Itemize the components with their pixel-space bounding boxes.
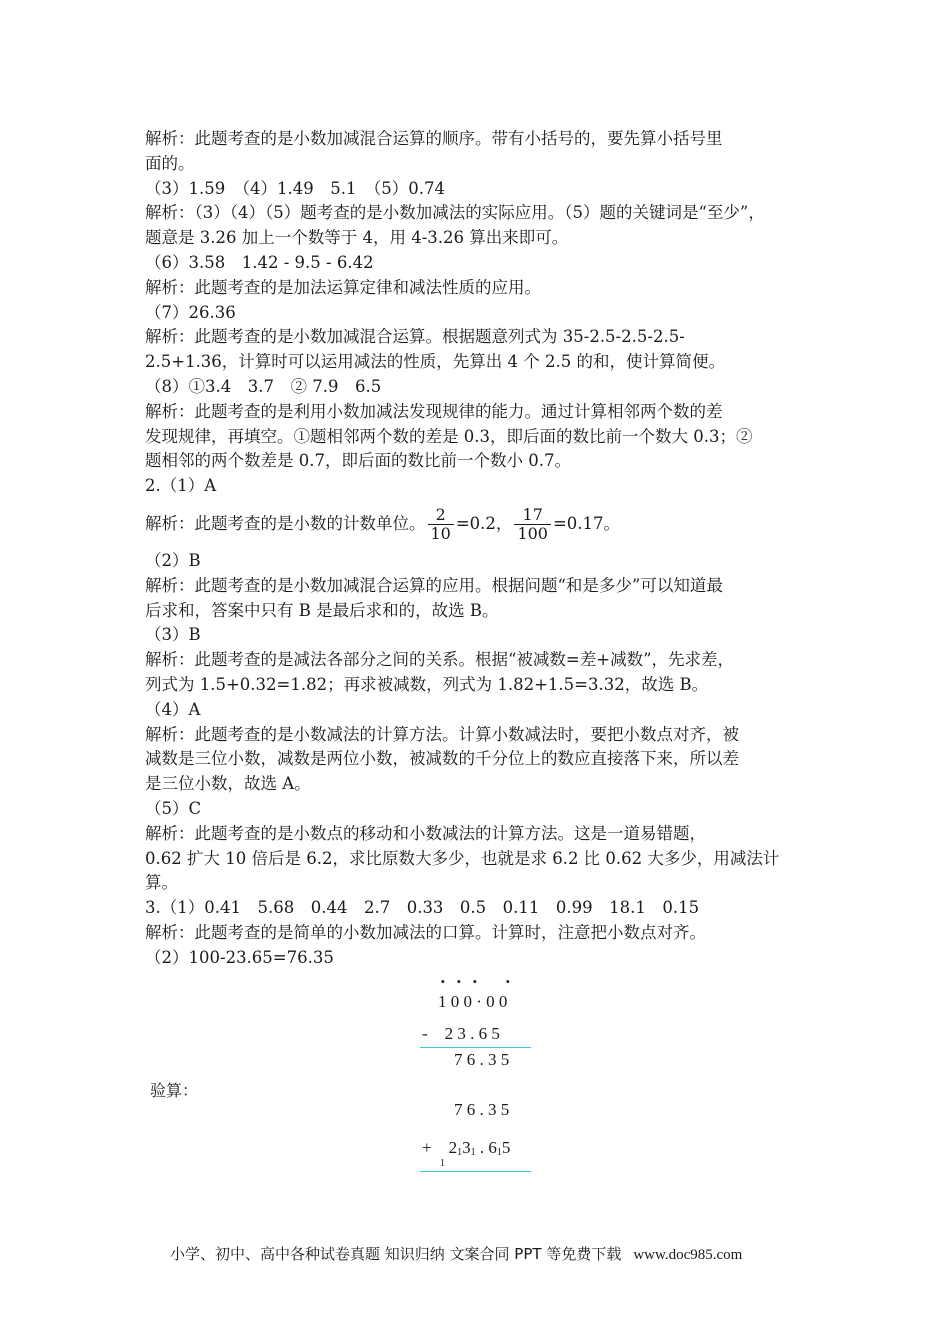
text-line: 解析：此题考查的是小数减法的计算方法。计算小数减法时，要把小数点对齐，被	[145, 724, 739, 744]
digit: 2	[448, 1138, 458, 1157]
text-line: 解析：此题考查的是利用小数加减法发现规律的能力。通过计算相邻两个数的差	[145, 401, 723, 421]
text-line: 解析：此题考查的是小数加减混合运算的顺序。带有小括号的，要先算小括号里	[145, 129, 723, 148]
text-line: 解析：此题考查的是小数加减混合运算的应用。根据问题“和是多少”可以知道最	[145, 575, 723, 595]
text-line: 发现规律，再填空。①题相邻两个数的差是 0.3，即后面的数比前一个数大 0.3；②	[145, 426, 753, 446]
decimal-point: .	[479, 1138, 485, 1157]
recurring-dot: ·	[472, 972, 478, 991]
fraction-17-100	[514, 506, 551, 543]
fraction-numerator: 2	[428, 506, 454, 525]
text-line: （5）C	[145, 798, 202, 818]
carry-mark: 1	[440, 1158, 445, 1169]
text-line: （2）100-23.65=76.35	[145, 947, 334, 967]
digit: 3	[462, 1138, 471, 1157]
minuend-row: 1 0 0 · 0 0	[438, 992, 508, 1011]
footer-text: 小学、初中、高中各种试卷真题 知识归纳 文案合同 PPT 等免费下载	[170, 1245, 622, 1263]
text-line: （3）1.59 （4）1.49 5.1 （5）0.74	[145, 178, 445, 198]
fraction-line-end: =0.17。	[552, 513, 621, 533]
carry-mark: 1	[496, 1147, 502, 1158]
text-line: 题相邻的两个数差是 0.7，即后面的数比前一个数小 0.7。	[145, 451, 571, 471]
digit: 5	[501, 1138, 511, 1157]
subtrahend-row: - 2 3 . 6 5	[422, 1024, 500, 1043]
text-line: 解析：此题考查的是加法运算定律和减法性质的应用。	[145, 277, 541, 297]
text-line: 解析：此题考查的是小数加减混合运算。根据题意列式为 35-2.5-2.5-2.5-	[145, 327, 685, 347]
fraction-denominator: 10	[430, 523, 451, 543]
text-line: 3.（1）0.41 5.68 0.44 2.7 0.33 0.5 0.11 0.99 18.1 0.15	[145, 898, 700, 918]
text-line: （3）B	[145, 625, 201, 645]
plus-sign: +	[422, 1138, 432, 1157]
text-line: 0.62 扩大 10 倍后是 6.2，求比原数大多少，也就是求 6.2 比 0.62 大多少，用减法计	[145, 848, 780, 868]
text-line: 面的。	[145, 153, 195, 173]
text-line: （7）26.36	[145, 302, 236, 322]
text-line: 解析：此题考查的是简单的小数加减法的口算。计算时，注意把小数点对齐。	[145, 922, 706, 942]
text-line: （6）3.58 1.42 - 9.5 - 6.42	[145, 252, 374, 272]
calc-rule	[420, 1047, 531, 1048]
text-line: 算。	[145, 873, 178, 893]
page-footer	[170, 1243, 742, 1264]
check-label: 验算：	[150, 1081, 199, 1100]
text-line: 解析：（3）（4）（5）题考查的是小数加减法的实际应用。（5）题的关键词是“至少”，	[145, 203, 765, 223]
carry-mark: 1	[470, 1147, 476, 1158]
fraction-2-10	[428, 506, 454, 543]
recurring-dot: ·	[505, 972, 511, 991]
recurring-dot: ·	[456, 972, 462, 991]
carry-mark: 1	[457, 1147, 463, 1158]
text-line: （4）A	[145, 699, 201, 719]
check-second-row	[422, 1138, 510, 1158]
fraction-numerator: 17	[514, 506, 551, 525]
fraction-line-prefix: 解析：此题考查的是小数的计数单位。	[145, 513, 426, 533]
digit: 6	[488, 1138, 497, 1157]
text-line: 题意是 3.26 加上一个数等于 4，用 4-3.26 算出来即可。	[145, 228, 569, 248]
fraction-line-mid: =0.2，	[455, 513, 513, 533]
text-line: 2.（1）A	[145, 476, 217, 496]
difference-row: 7 6 . 3 5	[454, 1050, 510, 1069]
recurring-dot: ·	[440, 972, 446, 991]
text-line: （8）①3.4 3.7 ② 7.9 6.5	[145, 376, 382, 396]
text-line: （2）B	[145, 550, 201, 570]
calc-rule	[420, 1171, 531, 1172]
text-line: 解析：此题考查的是小数点的移动和小数减法的计算方法。这是一道易错题，	[145, 823, 706, 843]
answer-text	[145, 127, 807, 971]
text-line: 解析：此题考查的是减法各部分之间的关系。根据“被减数=差+减数”，先求差，	[145, 650, 735, 670]
check-addend-row: 7 6 . 3 5	[454, 1100, 510, 1119]
fraction-line	[145, 499, 807, 549]
text-line: 后求和，答案中只有 B 是最后求和的，故选 B。	[145, 600, 499, 620]
text-line: 减数是三位小数，减数是两位小数，被减数的千分位上的数应直接落下来，所以差	[145, 749, 739, 769]
footer-link[interactable]: www.doc985.com	[633, 1247, 743, 1263]
fraction-denominator: 100	[517, 523, 548, 543]
text-line: 列式为 1.5+0.32=1.82；再求被减数，列式为 1.82+1.5=3.32，故选 B。	[145, 674, 709, 694]
text-line: 是三位小数，故选 A。	[145, 774, 311, 794]
text-line: 2.5+1.36，计算时可以运用减法的性质，先算出 4 个 2.5 的和，使计算简便。	[145, 352, 726, 372]
